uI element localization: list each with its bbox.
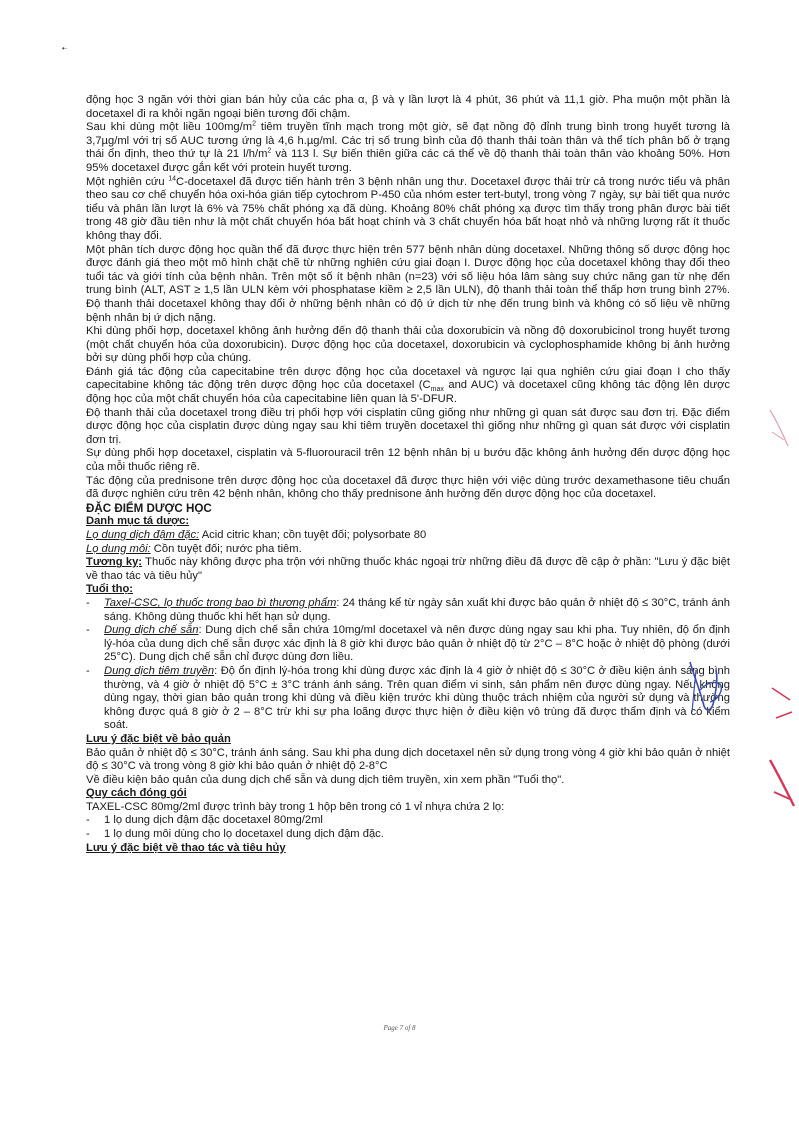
storage-heading: Lưu ý đặc biệt về bảo quản (86, 732, 231, 745)
list-item: - 1 lọ dung môi dùng cho lọ docetaxel dung dịch đậm đặc. (86, 828, 384, 841)
paragraph: Sự dùng phối hợp docetaxel, cisplatin và 5-fluorouracil trên 12 bệnh nhân bị u bướu đặc không ảnh hưởng đến dược động học của mỗi thuốc riêng rẽ. (86, 447, 730, 474)
list-item: - Dung dịch tiêm truyền: Độ ổn định lý-hóa trong khi dùng được xác định là 4 giờ ở nhiệt độ ≤ 30°C ở điều kiện ánh sáng bình thường, và 4 giờ ở nhiệt độ 5°C ± 3°C tránh ánh sáng. Trên quan điểm vi sinh, sản phẩm nên được dùng ngay. Nếu không dùng ngay, thời gian bảo quản trong khi dùng và điều kiện trước khi dùng thuộc trách nhiệm của người sử dụng và thường không được quá 8 giờ ở 2 – 8°C trừ khi sự pha loãng được thực hiện ở điều kiện vô trùng đã được thẩm định và có kiểm soát. (86, 664, 731, 732)
list-item: - Taxel-CSC, lọ thuốc trong bao bì thương phẩm: 24 tháng kể từ ngày sản xuất khi được bảo quản ở nhiệt độ ≤ 30°C, tránh ánh sáng. Không dùng thuốc khi hết hạn sử dụng. (86, 596, 730, 623)
excipient-line: Lọ dung dịch đậm đặc: Acid citric khan; cồn tuyệt đối; polysorbate 80 (86, 529, 427, 541)
paragraph: Tác động của prednisone trên dược động học của docetaxel đã được thực hiện với việc dùng trước dexamethasone tiêu chuẩn đã được nghiên cứu trên 42 bệnh nhân, không cho thấy prednisone ảnh hưởng đến dược động học của docetaxel. (86, 474, 730, 501)
paragraph: Bảo quản ở nhiệt độ ≤ 30°C, tránh ánh sáng. Sau khi pha dung dịch docetaxel nên sử dụng trong vòng 4 giờ khi bảo quản ở nhiệt độ ≤ 30°C và trong vòng 8 giờ khi bảo quản ở nhiệt độ 2-8°C (86, 746, 730, 773)
list-item: - Dung dịch chế sẵn: Dung dịch chế sẵn chứa 10mg/ml docetaxel và nên được dùng ngay sau khi pha. Tuy nhiên, độ ổn định lý-hóa của dung dịch chế sẵn được xác định là 8 giờ khi được bảo quản ở nhiệt độ từ 2°C – 8°C hoặc ở nhiệt độ phòng (dưới 25°C). Dung dịch chế sẵn chỉ được dùng đơn liều. (86, 624, 731, 664)
paragraph: Sau khi dùng một liều $100mg/m^2$ tiêm truyền tĩnh mạch trong một giờ, sẽ đạt nồng độ đỉnh trung bình trong huyết tương là 3,7µg/ml với trị số AUC tương ứng là 4,6 h.µg/ml. Các trị số trung bình của độ thanh thải toàn thân và thể tích phân bố ở trạng thái ổn định, theo thứ tự là 21 $l/h/m^2$ và 113 l. Sự biến thiên giữa các cá thể về độ thanh thải toàn thân vào khoảng 50%. Hơn 95% docetaxel được gắn kết với protein huyết tương. (86, 120, 731, 174)
paragraph: Độ thanh thải của docetaxel trong điều trị phối hợp với cisplatin cũng giống như những gì quan sát được sau đơn trị. Đặc điểm dược động học của cisplatin được dùng ngay sau khi tiêm truyền docetaxel thì giống như những gì quan sát được với cisplatin đơn trị. (86, 406, 730, 446)
excipients-heading: Danh mục tá dược: (86, 515, 190, 528)
paragraph: Đánh giá tác động của capecitabine trên dược động học của docetaxel và ngược lại qua nghiên cứu giai đoạn I cho thấy capecitabine không tác động trên dược động học của docetaxel ($C_{max}$ and AUC) và docetaxel cũng không tác động lên dược động học của một chất chuyển hóa của capecitabine liên quan là 5'-DFUR. (86, 365, 731, 406)
paragraph: Một nghiên cứu $^{14}$C-docetaxel đã được tiến hành trên 3 bệnh nhân ung thư. Docetaxel được thải trừ cả trong nước tiểu và phân theo sau cơ chế chuyển hóa oxi-hóa gián tiếp cytochrom P-450 của nhóm ester tert-butyl, trong vòng 7 ngày, sự bài tiết qua nước tiểu và phân lần lượt là 6% và 75% chất phóng xạ đã dùng. Khoảng 80% chất phóng xạ được tìm thấy trong phân được bài tiết trong 48 giờ đầu tiên như là một chất chuyển hóa bất hoạt chính và 3 chất chuyển hóa bất hoạt nhỏ và những lượng rất ít thuốc không thay đổi. (86, 174, 730, 242)
page-content (86, 94, 730, 855)
scan-artifact-icon: •· (62, 44, 68, 53)
section-title: ĐẶC ĐIỂM DƯỢC HỌC (86, 501, 212, 515)
incompatibility-paragraph: Tương kỵ: Thuốc này không được pha trộn với những thuốc khác ngoại trừ những điều đã được đề cập ở phần: "Lưu ý đặc biệt về thao tác và tiêu hủy" (86, 556, 730, 582)
paragraph: động học 3 ngăn với thời gian bán hủy của các pha α, β và γ lần lượt là 4 phút, 36 phút và 11,1 giờ. Pha muộn một phần là docetaxel đi ra khỏi ngăn ngoại biên tương đối chậm. (86, 94, 730, 120)
list-item: - 1 lọ dung dịch đậm đặc docetaxel 80mg/2ml (86, 814, 323, 827)
handling-heading: Lưu ý đặc biệt về thao tác và tiêu hủy (86, 841, 286, 854)
excipient-line: Lọ dung môi: Cồn tuyệt đối; nước pha tiêm. (86, 542, 302, 555)
page-number: Page 7 of 8 (383, 1024, 416, 1032)
shelf-life-heading: Tuổi thọ: (86, 583, 134, 596)
paragraph: Một phân tích dược động học quần thể đã được thực hiện trên 577 bệnh nhân dùng docetaxel. Những thông số dược động học được đánh giá theo một mô hình chặt chẽ từ những nghiên cứu giai đoạn I. Dược động học của docetaxel không thay đổi theo tuổi tác và giới tính của bệnh nhân. Trên một số ít bệnh nhân (n=23) với số liệu hóa lâm sàng suy chức năng gan từ nhẹ đến trung bình (ALT, AST ≥ 1,5 lần ULN kèm với phosphatase kiềm ≥ 2,5 lần ULN), độ thanh thải toàn thể thấp hơn trung bình 27%. Độ thanh thải docetaxel không thay đổi ở những bệnh nhân có độ ứ dịch từ nhẹ đến trung bình và không có số liệu về những bệnh nhân bị ứ dịch nặng. (86, 243, 730, 324)
paragraph: TAXEL-CSC 80mg/2ml được trình bày trong 1 hộp bên trong có 1 vỉ nhựa chứa 2 lọ: (86, 800, 505, 813)
paragraph: Về điều kiện bảo quản của dung dịch chế sẵn và dung dịch tiêm truyền, xin xem phần "Tuổi thọ". (86, 773, 565, 786)
paragraph: Khi dùng phối hợp, docetaxel không ảnh hưởng đến độ thanh thải của doxorubicin và nồng độ doxorubicinol trong huyết tương (một chất chuyển hóa của doxorubicin). Dược động học của docetaxel, doxorubicin và cyclophosphamide không bị ảnh hưởng bởi sự dùng phối hợp của chúng. (86, 325, 730, 365)
packing-heading: Quy cách đóng gói (86, 787, 187, 800)
